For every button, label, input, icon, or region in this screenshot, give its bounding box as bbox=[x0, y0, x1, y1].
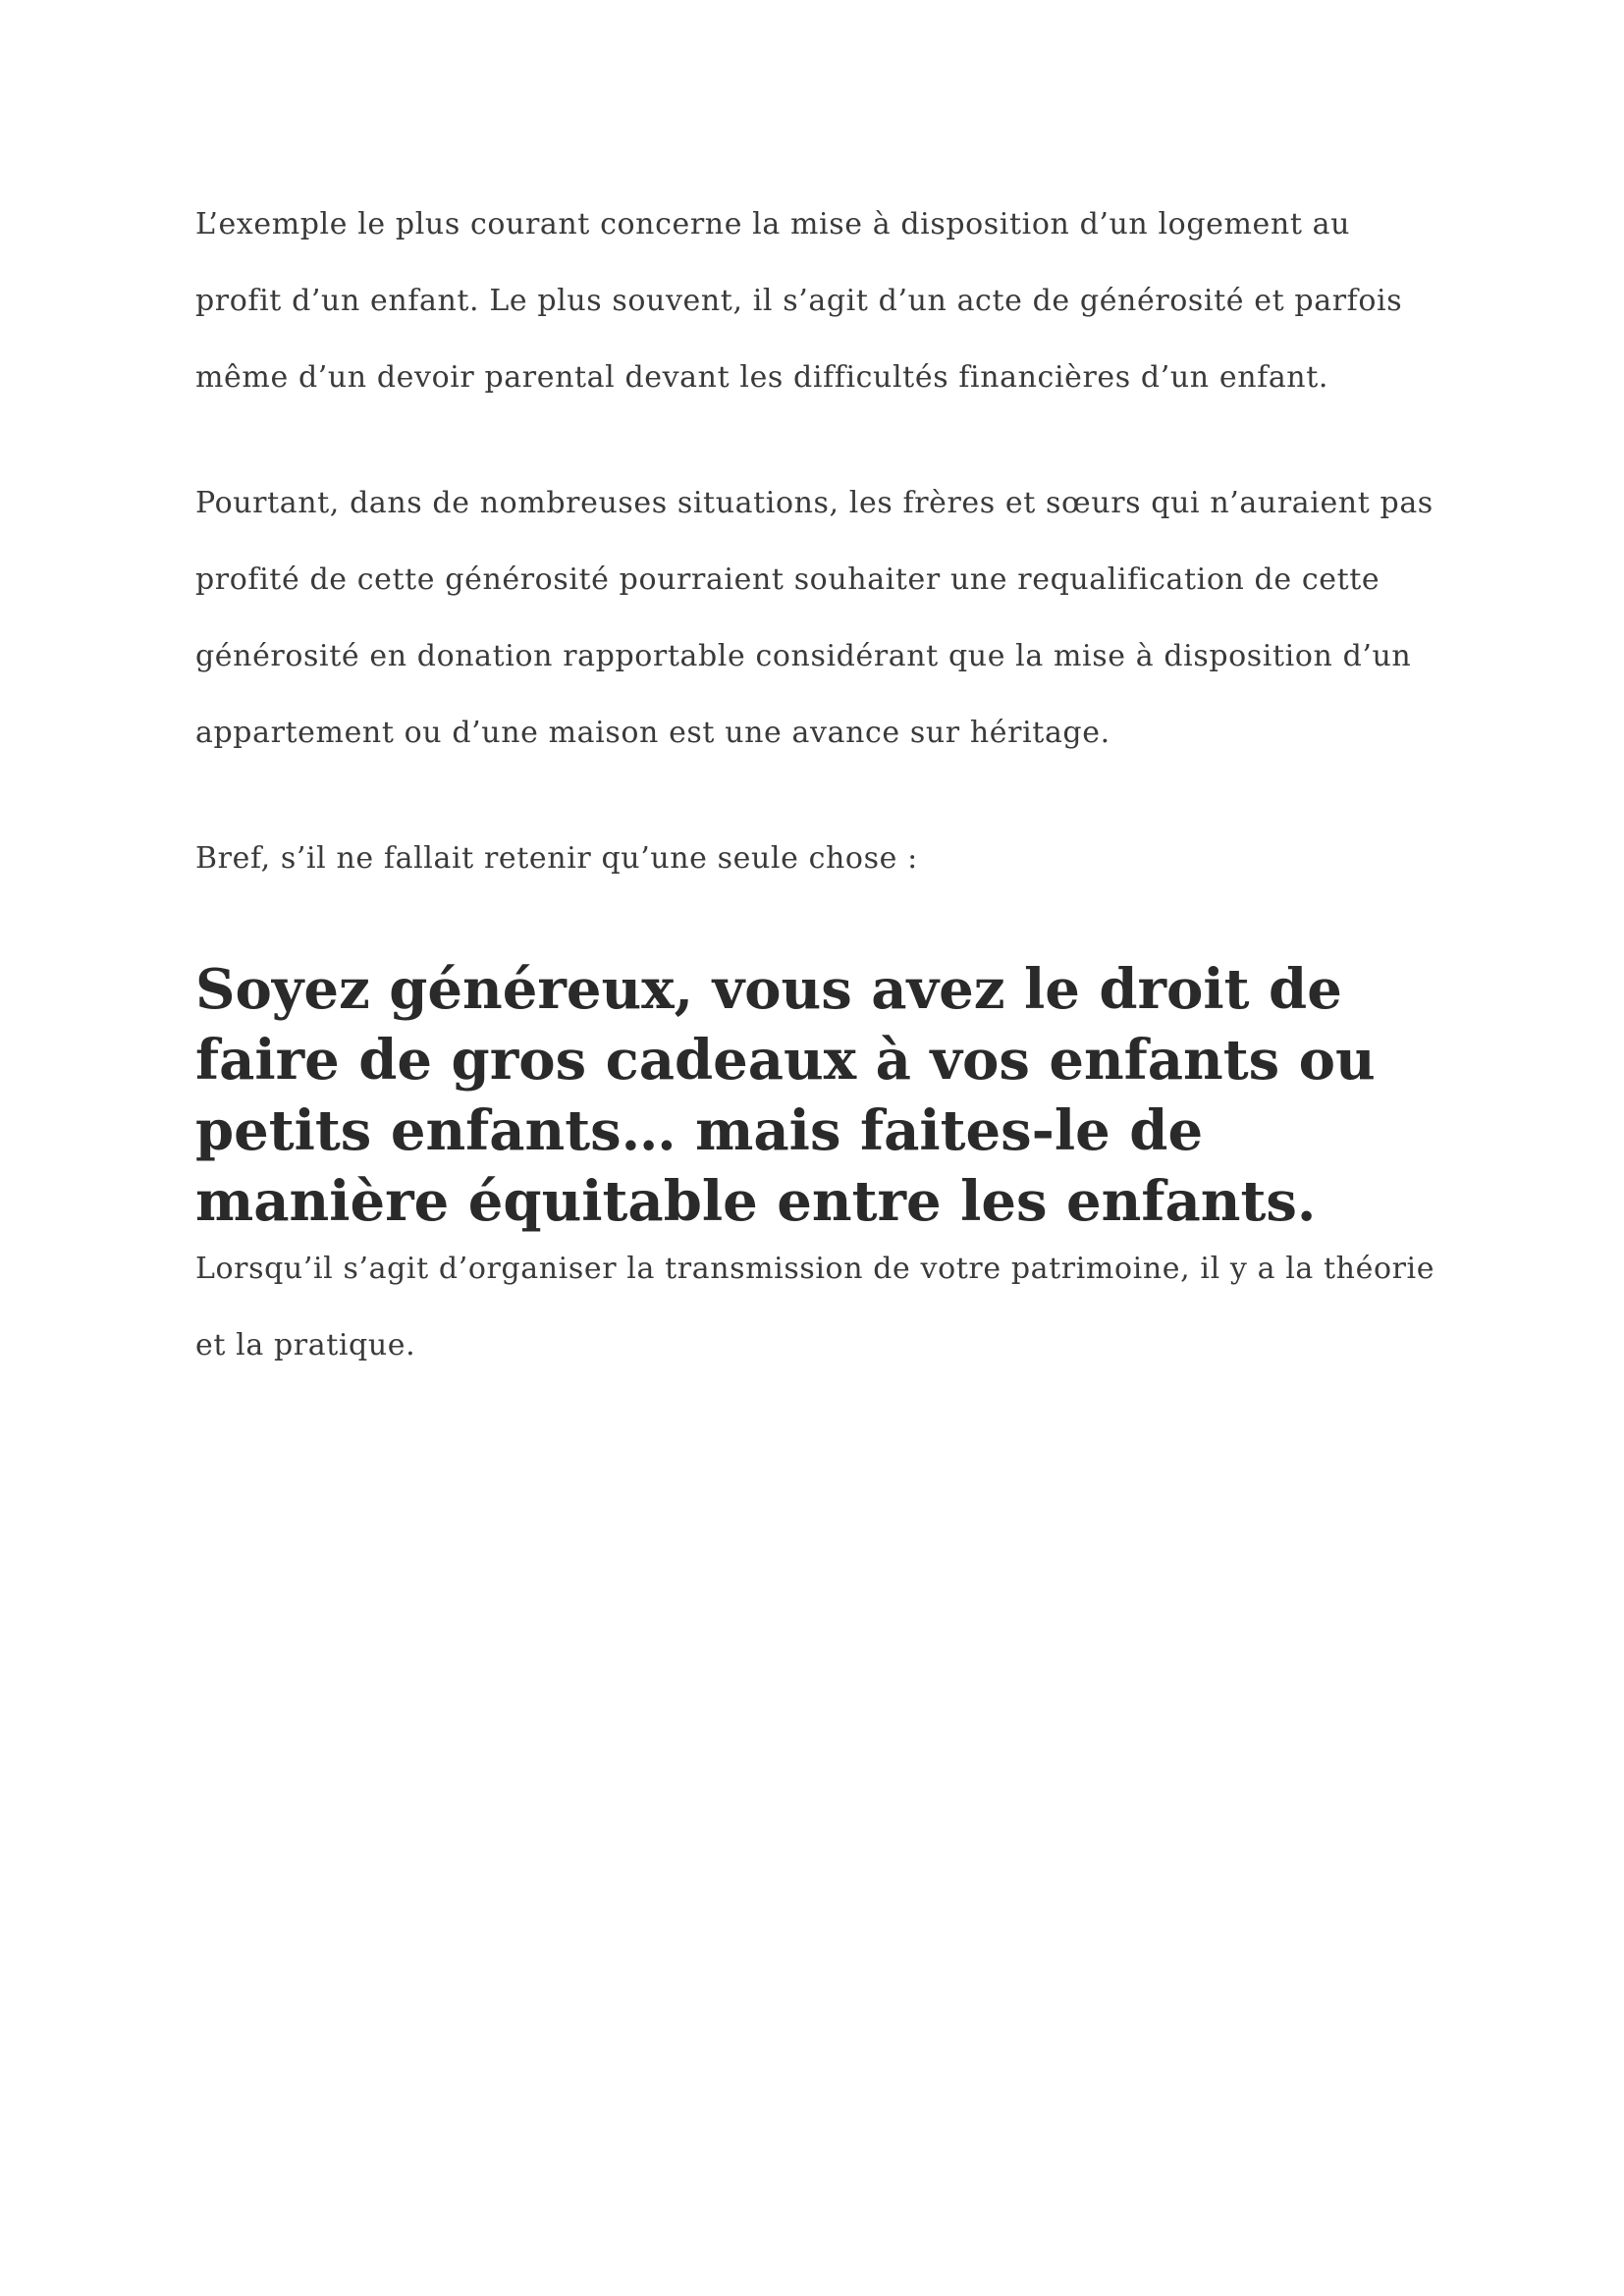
key-takeaway-heading: Soyez généreux, vous avez le droit de faire de gros cadeaux à vos enfants ou petits enfants… mais faites-le de manière équitable entre les enfants. bbox=[195, 957, 1376, 1234]
paragraph-bref: Bref, s’il ne fallait retenir qu’une seule chose : bbox=[195, 841, 918, 876]
paragraph-logement: L’exemple le plus courant concerne la mise à disposition d’un logement au profit d’un enfant. Le plus souvent, il s’agit d’un acte de générosité et parfois même d’un devoir parental devant les difficultés financières d’un enfant. bbox=[195, 207, 1403, 395]
paragraph-requalification: Pourtant, dans de nombreuses situations, les frères et sœurs qui n’auraient pas profité de cette générosité pourraient souhaiter une requalification de cette générosité en donation rapportable considérant que la mise à disposition d’un appartement ou d’une maison est une avance sur héritage. bbox=[195, 486, 1434, 750]
paragraph-transmission: Lorsqu’il s’agit d’organiser la transmission de votre patrimoine, il y a la théorie et la pratique. bbox=[195, 1252, 1435, 1362]
document-body bbox=[195, 187, 1442, 1384]
